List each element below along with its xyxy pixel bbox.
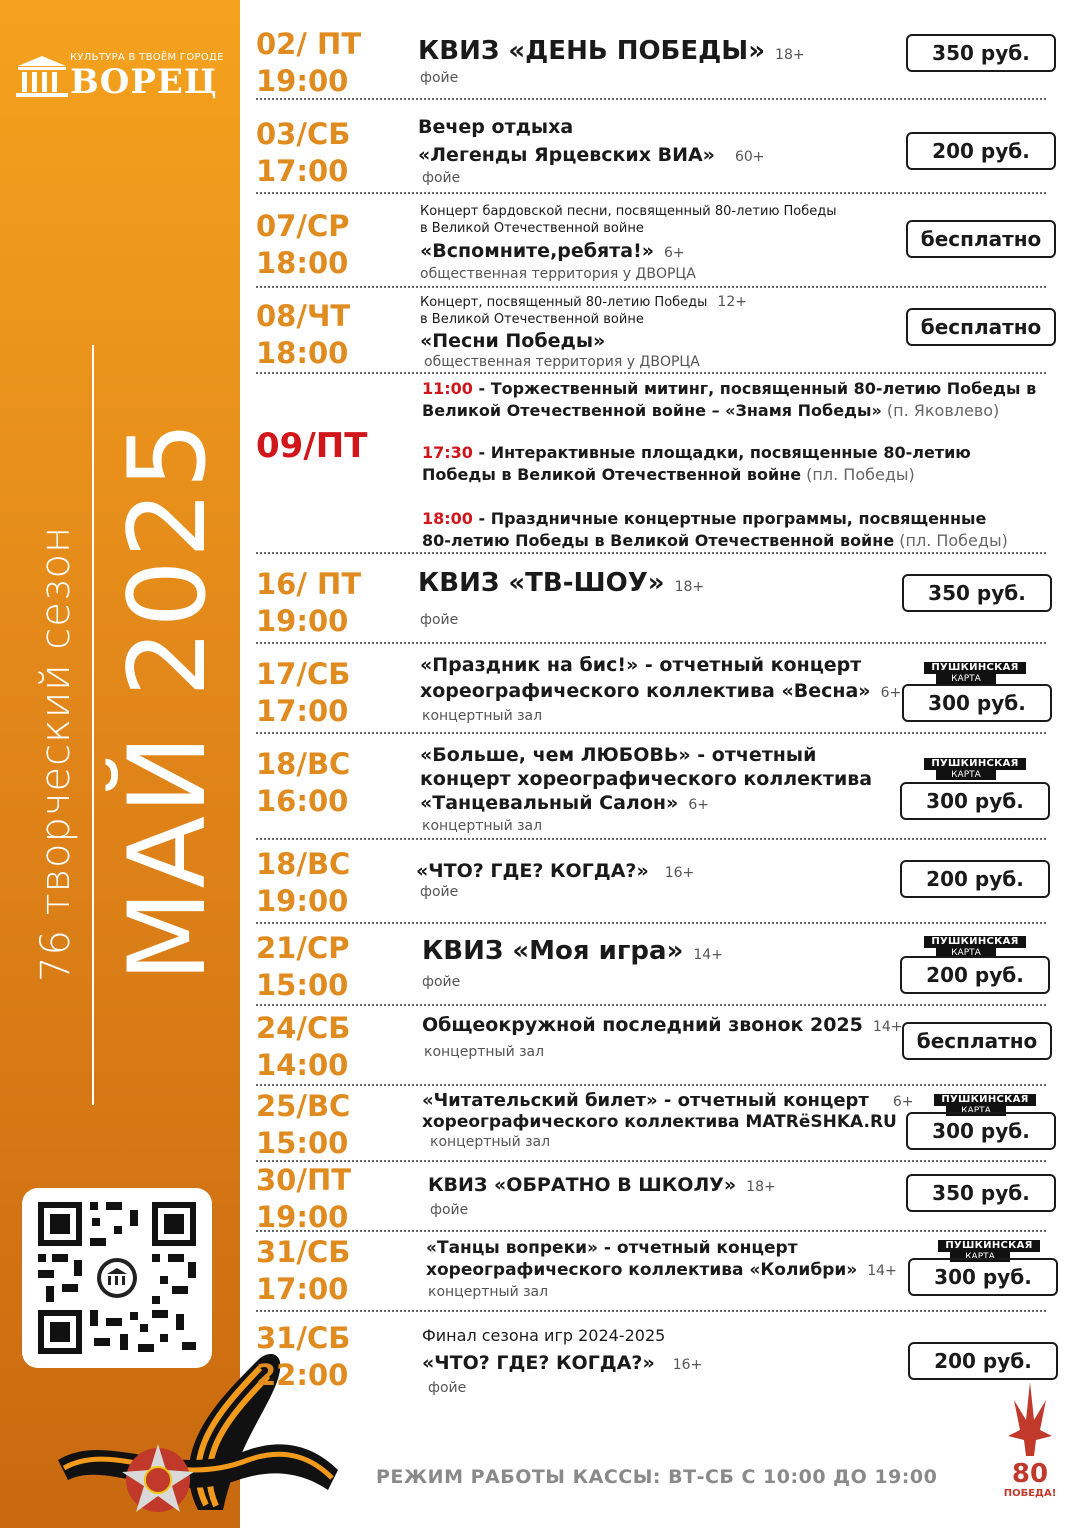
price-label: 300 руб. <box>908 1258 1058 1296</box>
event-venue: фойе <box>422 974 461 990</box>
price-label: 350 руб. <box>906 34 1056 72</box>
event-venue: фойе <box>428 1380 467 1396</box>
event-date: 09/ПТ <box>256 426 368 466</box>
event-date: 25/ВС 15:00 <box>256 1089 351 1160</box>
event-title: «Песни Победы» <box>420 330 606 352</box>
event-row[interactable] <box>256 1084 1046 1162</box>
event-date: 18/ВС 19:00 <box>256 847 351 918</box>
event-venue: концертный зал <box>424 1044 545 1060</box>
event-title-2: хореографического коллектива MATRёSHKA.RU <box>422 1112 897 1132</box>
event-date: 31/СБ 22:00 <box>256 1321 351 1392</box>
event-row[interactable] <box>256 1006 1046 1086</box>
sidebar <box>0 0 240 1528</box>
event-date: 24/СБ 14:00 <box>256 1011 351 1082</box>
pushkin-card-badge: ПУШКИНСКАЯ КАРТА <box>906 748 1026 782</box>
event-title: «ЧТО? ГДЕ? КОГДА?» 16+ <box>416 860 695 882</box>
event-venue: фойе <box>420 612 459 628</box>
event-title: «Больше, чем ЛЮБОВЬ» - отчетный <box>420 744 817 766</box>
divider-line <box>92 345 94 1105</box>
event-row[interactable] <box>256 652 1046 734</box>
event-row[interactable] <box>256 842 1046 924</box>
event-subtitle: Финал сезона игр 2024-2025 <box>422 1326 666 1345</box>
event-subtitle-2: в Великой Отечественной войне <box>420 221 644 236</box>
event-row[interactable] <box>256 294 1046 374</box>
event-row[interactable] <box>256 22 1046 100</box>
event-row[interactable] <box>256 1158 1046 1232</box>
svg-text:ПОБЕДА!: ПОБЕДА! <box>1003 1488 1057 1498</box>
box-office-hours: РЕЖИМ РАБОТЫ КАССЫ: ВТ-СБ С 10:00 ДО 19:00 <box>376 1466 938 1488</box>
season-label: 76 творческий сезон <box>33 525 79 982</box>
event-venue: фойе <box>430 1202 469 1218</box>
month-title: МАЙ 2025 <box>106 419 229 982</box>
price-label: 200 руб. <box>908 1342 1058 1380</box>
event-row[interactable] <box>256 204 1046 288</box>
event-title: КВИЗ «ДЕНЬ ПОБЕДЫ» 18+ <box>418 36 805 66</box>
logo <box>14 52 229 102</box>
event-venue: концертный зал <box>428 1284 549 1300</box>
victory-80-logo-icon <box>1000 1380 1060 1498</box>
victory-item: 17:30 - Интерактивные площадки, посвященные 80-летию Победы в Великой Отечественной войне (пл. Победы) <box>422 443 971 484</box>
price-label: бесплатно <box>906 308 1056 346</box>
event-title: КВИЗ «ОБРАТНО В ШКОЛУ» 18+ <box>428 1174 776 1196</box>
logo-name: ВОРЕЦ <box>70 62 218 102</box>
event-title: «Вспомните,ребята!» 6+ <box>420 240 685 262</box>
event-title: «Читательский билет» - отчетный концерт 6+ <box>422 1090 914 1111</box>
event-venue: общественная территория у ДВОРЦА <box>424 354 700 370</box>
event-date: 03/СБ 17:00 <box>256 117 351 188</box>
event-title: КВИЗ «Моя игра» 14+ <box>422 936 723 966</box>
event-venue: фойе <box>420 70 459 86</box>
event-title: КВИЗ «ТВ-ШОУ» 18+ <box>418 568 705 598</box>
event-subtitle: Концерт, посвященный 80-летию Победы 12+ <box>420 294 747 310</box>
event-title-2: хореографического коллектива «Весна» 6+ <box>420 680 902 702</box>
price-label: 200 руб. <box>900 860 1050 898</box>
price-label: 300 руб. <box>902 684 1052 722</box>
palace-icon <box>14 54 70 98</box>
victory-item: 11:00 - Торжественный митинг, посвященный 80-летию Победы в Великой Отечественной войне – «Знамя Победы» (п. Яковлево) <box>422 379 1037 420</box>
victory-day-row[interactable] <box>256 374 1046 554</box>
event-row[interactable] <box>256 562 1046 644</box>
price-label: 200 руб. <box>906 132 1056 170</box>
event-date: 18/ВС 16:00 <box>256 747 351 818</box>
event-row[interactable] <box>256 926 1046 1006</box>
event-date: 31/СБ 17:00 <box>256 1235 351 1306</box>
event-date: 17/СБ 17:00 <box>256 657 351 728</box>
price-label: 350 руб. <box>906 1174 1056 1212</box>
event-date: 21/СР 15:00 <box>256 931 350 1002</box>
price-label: 300 руб. <box>906 1112 1056 1150</box>
event-date: 16/ ПТ 19:00 <box>256 567 362 638</box>
victory-item: 18:00 - Праздничные концертные программы, посвященные 80-летию Победы в Великой Отечественной войне (пл. Победы) <box>422 509 1008 550</box>
event-venue: концертный зал <box>422 818 543 834</box>
price-label: бесплатно <box>902 1022 1052 1060</box>
event-subtitle: Вечер отдыха <box>418 116 574 138</box>
event-title-3: «Танцевальный Салон» 6+ <box>420 792 709 814</box>
event-subtitle-2: в Великой Отечественной войне <box>420 312 644 327</box>
event-row[interactable] <box>256 742 1046 840</box>
event-title-2: концерт хореографического коллектива <box>420 768 873 790</box>
event-row[interactable] <box>256 1316 1046 1402</box>
event-title-2: хореографического коллектива «Колибри» 14+ <box>426 1260 897 1280</box>
event-title: «Танцы вопреки» - отчетный концерт <box>426 1238 798 1258</box>
price-label: бесплатно <box>906 220 1056 258</box>
event-venue: концертный зал <box>422 708 543 724</box>
event-subtitle: Концерт бардовской песни, посвященный 80-летию Победы <box>420 204 837 219</box>
pushkin-card-badge: ПУШКИНСКАЯ КАРТА <box>920 1230 1040 1264</box>
event-title: Общеокружной последний звонок 2025 14+ <box>422 1014 903 1036</box>
pushkin-card-badge: ПУШКИНСКАЯ КАРТА <box>906 652 1026 686</box>
event-title: «Легенды Ярцевских ВИА» 60+ <box>418 144 765 166</box>
pushkin-card-badge: ПУШКИНСКАЯ КАРТА <box>916 1084 1036 1118</box>
event-row[interactable] <box>256 1230 1046 1312</box>
price-label: 300 руб. <box>900 782 1050 820</box>
pushkin-card-badge: ПУШКИНСКАЯ КАРТА <box>906 926 1026 960</box>
event-venue: концертный зал <box>430 1134 551 1150</box>
event-row[interactable] <box>256 112 1046 194</box>
event-venue: фойе <box>420 884 459 900</box>
svg-text:80: 80 <box>1011 1459 1049 1489</box>
price-label: 350 руб. <box>902 574 1052 612</box>
event-date: 08/ЧТ 18:00 <box>256 299 351 370</box>
event-date: 30/ПТ 19:00 <box>256 1163 352 1234</box>
event-venue: общественная территория у ДВОРЦА <box>420 266 696 282</box>
event-date: 02/ ПТ 19:00 <box>256 27 362 98</box>
logo-tagline: КУЛЬТУРА В ТВОЁМ ГОРОДЕ <box>70 52 224 63</box>
event-title: «ЧТО? ГДЕ? КОГДА?» 16+ <box>422 1352 703 1374</box>
event-title: «Праздник на бис!» - отчетный концерт <box>420 654 862 676</box>
event-date: 07/СР 18:00 <box>256 209 350 280</box>
price-label: 200 руб. <box>900 956 1050 994</box>
event-venue: фойе <box>422 170 461 186</box>
